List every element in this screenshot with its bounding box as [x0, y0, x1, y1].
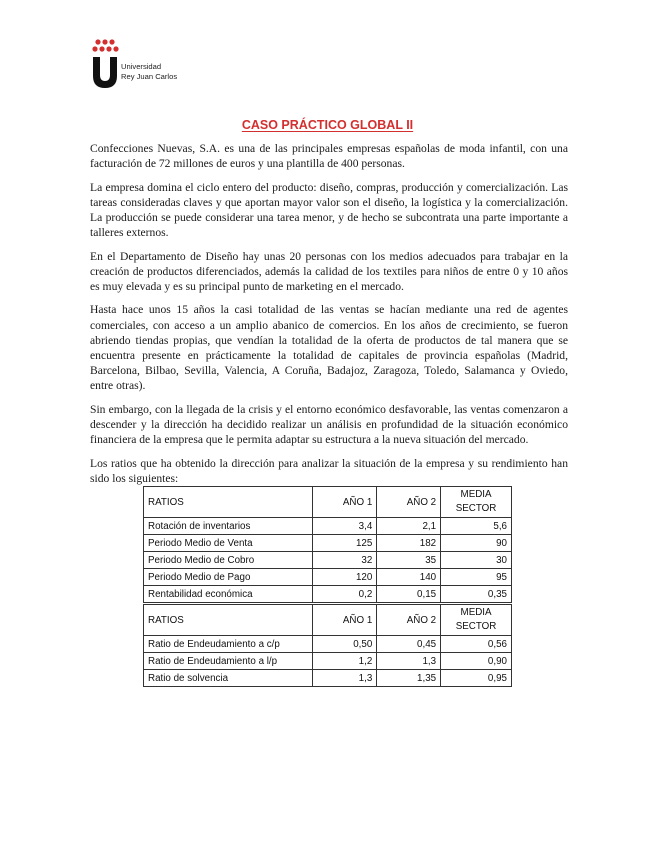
sector-value: 30 — [441, 552, 512, 569]
table-row — [144, 552, 512, 569]
table-row — [144, 569, 512, 586]
ratios-table — [143, 486, 512, 687]
header-sector: SECTOR — [455, 503, 497, 514]
header-sector-average — [441, 487, 512, 518]
year1-value: 0,2 — [313, 586, 377, 604]
header-sector: SECTOR — [455, 621, 497, 632]
header-media: MEDIA — [460, 489, 492, 500]
header-sector-average — [441, 604, 512, 636]
sector-value: 90 — [441, 535, 512, 552]
year1-value: 125 — [313, 535, 377, 552]
year1-value: 32 — [313, 552, 377, 569]
ratio-name: Ratio de Endeudamiento a c/p — [144, 636, 313, 653]
paragraph: En el Departamento de Diseño hay unas 20 personas con los medios adecuados para trabajar en la creación de productos diferenciados, además la calidad de los textiles para niños de entre 0 y 10 años es muy elevada y es su principal punto de marketing en el mercado. — [90, 249, 568, 293]
logo-line1: Universidad — [121, 62, 162, 71]
year2-value: 1,35 — [377, 670, 441, 687]
table-row — [144, 586, 512, 604]
table-row — [144, 518, 512, 535]
paragraph: Confecciones Nuevas, S.A. es una de las principales empresas españolas de moda infantil, con una facturación de 72 millones de euros y una plantilla de 400 personas. — [90, 142, 568, 171]
sector-value: 5,6 — [441, 518, 512, 535]
paragraph: Hasta hace unos 15 años la casi totalidad de las ventas se hacían mediante una red de agentes comerciales, con acceso a un amplio abanico de comercios. En los años de crecimiento, se fueron abriendo tiendas propias, que vendían la totalidad de la oferta de productos de tal manera que se encuentra presente en prácticamente la totalidad de capitales de provincia españolas (Madrid, Barcelona, Bilbao, Sevilla, Valencia, A Coruña, Badajoz, Zaragoza, Toledo, Salamanca y Oviedo, entre otras). — [90, 303, 568, 393]
year1-value: 120 — [313, 569, 377, 586]
year2-value: 182 — [377, 535, 441, 552]
ratio-name: Rotación de inventarios — [144, 518, 313, 535]
header-ratios: RATIOS — [144, 487, 313, 518]
year1-value: 3,4 — [313, 518, 377, 535]
sector-value: 0,90 — [441, 653, 512, 670]
table-row — [144, 535, 512, 552]
ratio-name: Ratio de solvencia — [144, 670, 313, 687]
year1-value: 0,50 — [313, 636, 377, 653]
sector-value: 0,35 — [441, 586, 512, 604]
ratio-name: Periodo Medio de Cobro — [144, 552, 313, 569]
ratio-name: Periodo Medio de Venta — [144, 535, 313, 552]
paragraph: La empresa domina el ciclo entero del producto: diseño, compras, producción y comercialización. Las tareas consideradas claves y que aportan mayor valor son el diseño, la logística y la comercialización. La producción se puede considerar una tarea menor, y de hecho se subcontrata una parte importante a talleres externos. — [90, 180, 568, 240]
year2-value: 35 — [377, 552, 441, 569]
logo-line2: Rey Juan Carlos — [121, 72, 178, 81]
header-year1: AÑO 1 — [313, 604, 377, 636]
header-year2: AÑO 2 — [377, 487, 441, 518]
table-header-row — [144, 487, 512, 518]
header-year2: AÑO 2 — [377, 604, 441, 636]
header-ratios: RATIOS — [144, 604, 313, 636]
year1-value: 1,3 — [313, 670, 377, 687]
table-header-row — [144, 604, 512, 636]
year1-value: 1,2 — [313, 653, 377, 670]
year2-value: 2,1 — [377, 518, 441, 535]
year2-value: 0,15 — [377, 586, 441, 604]
page-title: CASO PRÁCTICO GLOBAL II — [241, 118, 414, 132]
sector-value: 0,95 — [441, 670, 512, 687]
ratio-name: Ratio de Endeudamiento a l/p — [144, 653, 313, 670]
university-name — [121, 62, 177, 82]
year2-value: 140 — [377, 569, 441, 586]
body-text — [90, 141, 568, 494]
paragraph: Sin embargo, con la llegada de la crisis y el entorno económico desfavorable, las ventas comenzaron a descender y la dirección ha decidido realizar un análisis en profundidad de la situación económico financiera de la empresa que le permita adaptar su estructura a la nueva situación del mercado. — [90, 402, 568, 447]
year2-value: 1,3 — [377, 653, 441, 670]
table-row — [144, 636, 512, 653]
sector-value: 95 — [441, 569, 512, 586]
table-row — [144, 653, 512, 670]
sector-value: 0,56 — [441, 636, 512, 653]
paragraph: Los ratios que ha obtenido la dirección para analizar la situación de la empresa y su rendimiento han sido los siguientes: — [90, 456, 568, 485]
ratio-name: Rentabilidad económica — [144, 586, 313, 604]
table-row — [144, 670, 512, 687]
header-media: MEDIA — [460, 607, 492, 618]
year2-value: 0,45 — [377, 636, 441, 653]
ratio-name: Periodo Medio de Pago — [144, 569, 313, 586]
header-year1: AÑO 1 — [313, 487, 377, 518]
